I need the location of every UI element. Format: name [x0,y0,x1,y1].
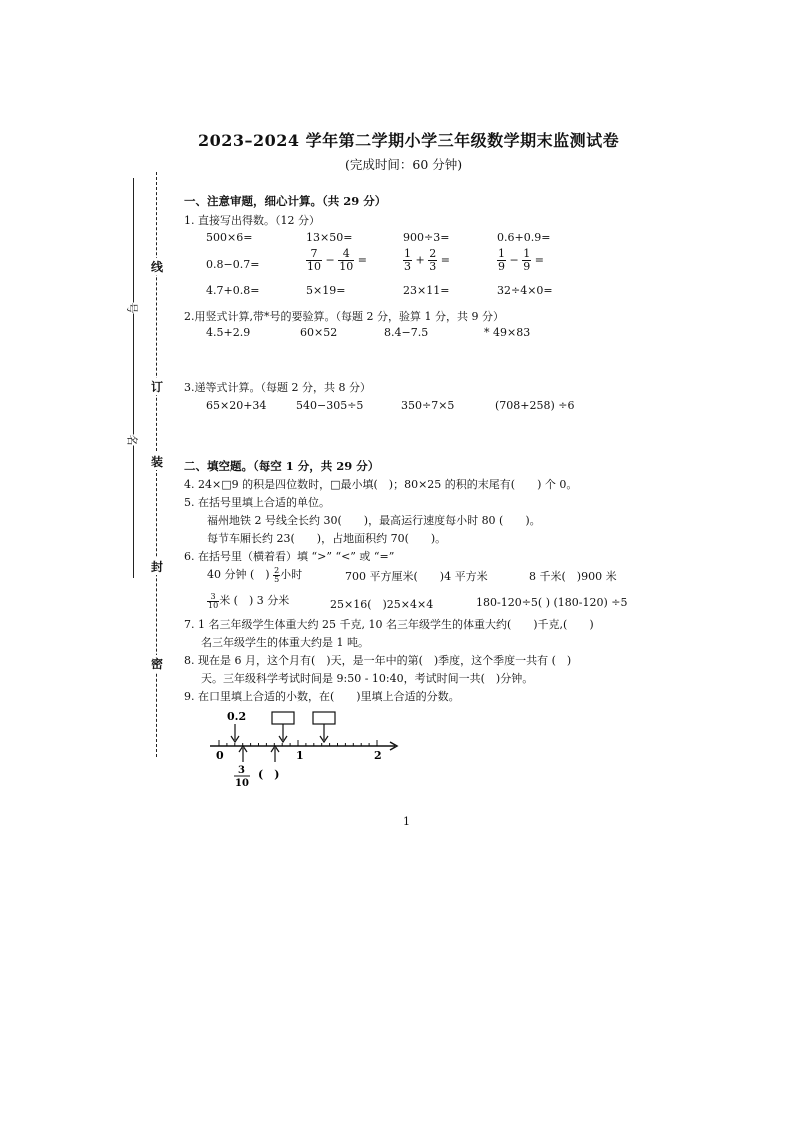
q6-fraction: $\frac{3}{10}$ [208,591,219,610]
number-line-figure [200,706,410,790]
time-note: (完成时间：60 分钟) [345,157,463,172]
q2-item: 4.5+2.9 [206,326,251,339]
fraction-numerator: 3 [238,765,245,776]
q6-item: 700 平方厘米( )4 平方米 [345,570,488,583]
q6-item: 40 分钟 ( ) $\frac{2}{5}$ 小时 [207,565,303,584]
q6-item: 8 千米( )900 米 [529,570,617,583]
q1-item: 13×50= [306,231,353,244]
tick-label: 1 [296,749,304,762]
section-2-heading: 二、填空题。（每空 1 分，共 29 分） [184,459,380,473]
tick-label: 2 [374,749,382,762]
margin-char-mi: 密 [151,657,164,671]
q6-item: 25×16( )25×4×4 [330,598,434,611]
page-number: 1 [403,815,410,828]
q8-line-1: 8. 现在是 6 月，这个月有( )天，是一年中的第( )季度，这个季度一共有 ( ) [184,654,572,667]
field-mark-name: 名 [125,434,139,446]
answer-paren[interactable]: ( ) [258,768,280,781]
answer-box[interactable] [272,712,294,724]
field-mark-number: 号 [125,302,139,314]
q1-fraction-item: $\frac{7}{10}$ − $\frac{4}{10}$ = [307,247,367,273]
q1-item: 0.6+0.9= [497,231,551,244]
margin-char-zhuang: 装 [151,455,164,469]
q1-item: 900÷3= [403,231,450,244]
field-line [133,178,134,578]
q1-item: 500×6= [206,231,253,244]
q1-fraction-item: $\frac{1}{3}$ + $\frac{2}{3}$ = [404,247,450,273]
q1-item: 5×19= [306,284,346,297]
q2-item: 8.4−7.5 [384,326,429,339]
q3-item: (708+258) ÷6 [495,399,575,412]
q6-item: 180-120÷5( ) (180-120) ÷5 [476,596,628,609]
q9-label: 9. 在口里填上合适的小数，在( )里填上合适的分数。 [184,690,460,703]
q2-label: 2.用竖式计算,带*号的要验算。（每题 2 分，验算 1 分，共 9 分） [184,310,504,323]
q1-item: 4.7+0.8= [206,284,260,297]
q3-item: 65×20+34 [206,399,267,412]
q5-line-1: 福州地铁 2 号线全长约 30( )，最高运行速度每小时 80 ( )。 [207,514,541,527]
q5-line-2: 每节车厢长约 23( )，占地面积约 70( )。 [207,532,447,545]
q1-item: 23×11= [403,284,450,297]
q6-item: $\frac{3}{10}$ 米 ( ) 3 分米 [208,591,290,610]
q1-fraction-item: $\frac{1}{9}$ − $\frac{1}{9}$ = [498,247,544,273]
margin-char-feng: 封 [151,560,164,574]
answer-box[interactable] [313,712,335,724]
q1-label: 1. 直接写出得数。（12 分） [184,214,320,227]
margin-char-xian: 线 [151,260,164,274]
page-title: 2023–2024 学年第二学期小学三年级数学期末监测试卷 [198,131,620,150]
number-line-top-label: 0.2 [227,710,247,723]
number-line-ticks [219,740,377,746]
fraction-denominator: 10 [235,778,249,789]
q8-line-2: 天。三年级科学考试时间是 9:50 - 10:40，考试时间一共( )分钟。 [201,672,534,685]
tick-label: 0 [216,749,224,762]
q6-fraction: $\frac{2}{5}$ [274,565,280,584]
margin-char-ding: 订 [151,380,164,394]
q7-line-2: 名三年级学生的体重大约是 1 吨。 [201,636,369,649]
section-1-heading: 一、注意审题，细心计算。（共 29 分） [184,194,387,208]
q1-item: 32÷4×0= [497,284,553,297]
q1-item: 0.8−0.7= [206,258,260,271]
q3-label: 3.递等式计算。（每题 2 分，共 8 分） [184,381,371,394]
q5-label: 5. 在括号里填上合适的单位。 [184,496,330,509]
q2-item: * 49×83 [484,326,531,339]
q2-item: 60×52 [300,326,338,339]
q3-item: 350÷7×5 [401,399,455,412]
q4-text: 4. 24×□9 的积是四位数时，□最小填( )；80×25 的积的末尾有( ) 个 0。 [184,478,578,491]
q7-line-1: 7. 1 名三年级学生体重大约 25 千克, 10 名三年级学生的体重大约( )千克,( ) [184,618,594,631]
q6-label: 6. 在括号里（横着看）填 “>” “<” 或 “=” [184,550,395,563]
q3-item: 540−305÷5 [296,399,364,412]
